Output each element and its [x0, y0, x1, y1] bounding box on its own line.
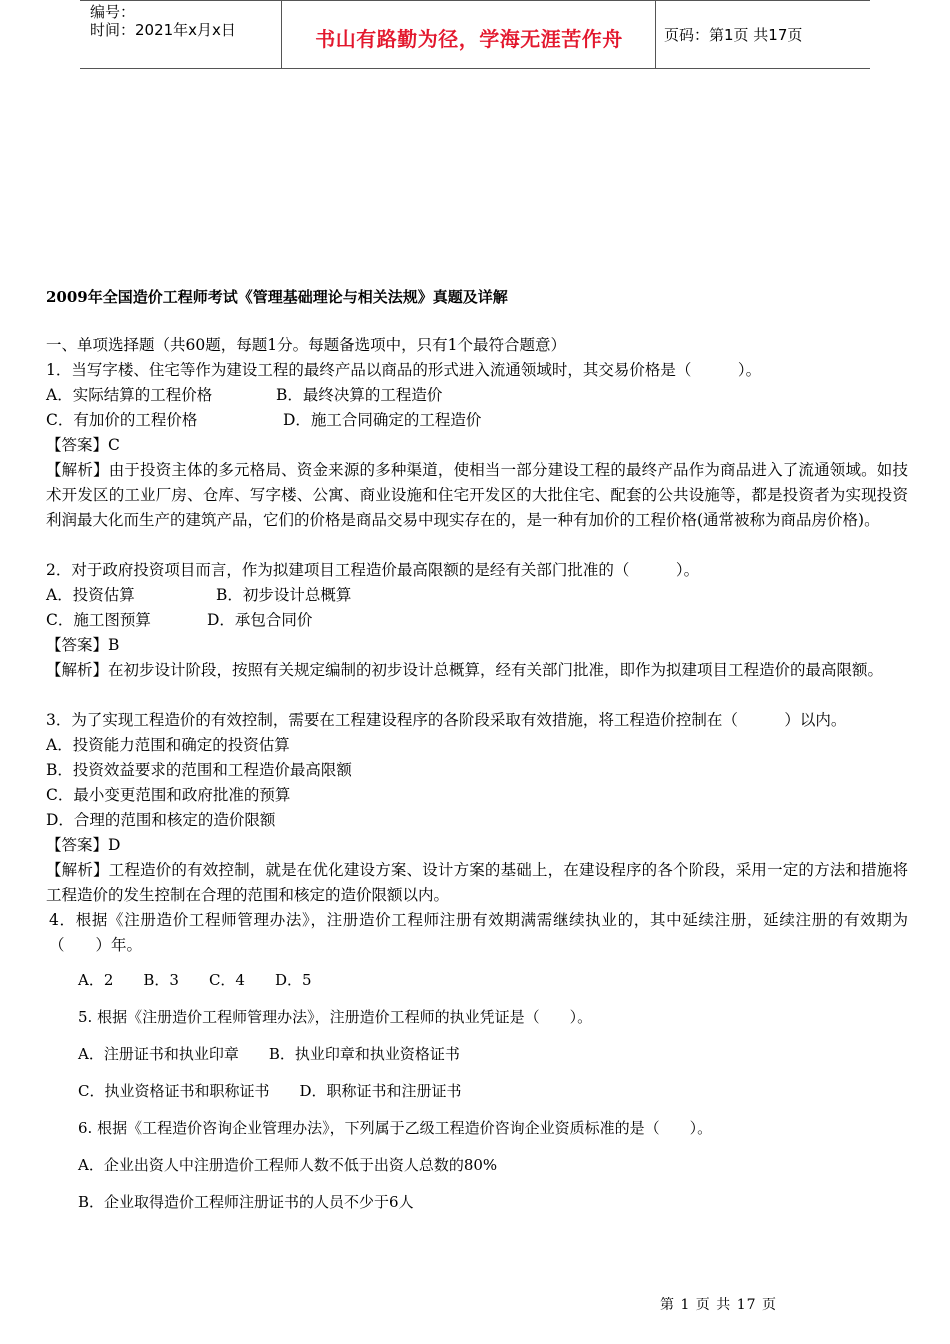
q1-answer: 【答案】C [46, 436, 120, 454]
q5-options-ab: A．注册证书和执业印章 B．执业印章和执业资格证书 [78, 1045, 460, 1063]
q6-option-b: B．企业取得造价工程师注册证书的人员不少于6人 [78, 1193, 414, 1211]
q1-options-cd [46, 408, 908, 433]
q4-options: A．2 B．3 C．4 D．5 [78, 971, 312, 989]
q3-stem: 3．为了实现工程造价的有效控制，需要在工程建设程序的各阶段采取有效措施，将工程造价控制在（ ）以内。 [46, 711, 847, 729]
document-body [46, 333, 908, 1221]
q2-analysis: 【解析】在初步设计阶段，按照有关规定编制的初步设计总概算，经有关部门批准，即作为拟建项目工程造价的最高限额。 [46, 661, 884, 679]
spacer [46, 683, 908, 708]
header-top-border [80, 0, 870, 1]
q5-options-cd: C．执业资格证书和职称证书 D．职称证书和注册证书 [78, 1082, 462, 1100]
q2-answer: 【答案】B [46, 636, 120, 654]
spacer [46, 533, 908, 558]
q3-option-c: C．最小变更范围和政府批准的预算 [46, 786, 291, 804]
header-time-label: 时间：2021年x月x日 [90, 21, 236, 39]
q2-options-ab [46, 583, 908, 608]
section-heading: 一、单项选择题（共60题，每题1分。每题备选项中，只有1个最符合题意） [46, 336, 566, 354]
q4-options-block [46, 962, 908, 1221]
header-motto: 书山有路勤为径，学海无涯苦作舟 [315, 27, 623, 51]
q3-option-a: A．投资能力范围和确定的投资估算 [46, 736, 290, 754]
q3-analysis: 【解析】工程造价的有效控制，就是在优化建设方案、设计方案的基础上，在建设程序的各个阶段，采用一定的方法和措施将工程造价的发生控制在合理的范围和核定的造价限额以内。 [46, 861, 908, 904]
q1-option-b: B．最终决算的工程造价 [276, 386, 443, 404]
q5-stem: 5. 根据《注册造价工程师管理办法》，注册造价工程师的执业凭证是（ ）。 [78, 1008, 593, 1026]
header-divider-right [655, 0, 656, 68]
q3-option-d: D．合理的范围和核定的造价限额 [46, 811, 276, 829]
header-serial-label: 编号： [90, 3, 136, 21]
q1-option-a: A．实际结算的工程价格 [46, 386, 213, 404]
q3-answer: 【答案】D [46, 836, 121, 854]
q1-option-c: C．有加价的工程价格 [46, 411, 198, 429]
q2-option-a: A．投资估算 [46, 586, 135, 604]
q2-stem: 2．对于政府投资项目而言，作为拟建项目工程造价最高限额的是经有关部门批准的（ ）。 [46, 561, 700, 579]
document-title: 2009年全国造价工程师考试《管理基础理论与相关法规》真题及详解 [46, 288, 508, 306]
q1-option-d: D．施工合同确定的工程造价 [283, 411, 482, 429]
page-footer: 第 1 页 共 17 页 [660, 1297, 777, 1313]
q1-analysis: 【解析】由于投资主体的多元格局、资金来源的多种渠道，使相当一部分建设工程的最终产品作为商品进入了流通领域。如技术开发区的工业厂房、仓库、写字楼、公寓、商业设施和住宅开发区的大批住宅、配套的公共设施等，都是投资者为实现投资利润最大化而生产的建筑产品，它们的价格是商品交易中现实存在的，是一种有加价的工程价格(通常被称为商品房价格)。 [46, 461, 908, 529]
q2-option-c: C．施工图预算 [46, 611, 151, 629]
q4-stem: 4．根据《注册造价工程师管理办法》，注册造价工程师注册有效期满需继续执业的，其中延续注册，延续注册的有效期为（ ）年。 [49, 911, 908, 954]
q6-stem: 6. 根据《工程造价咨询企业管理办法》，下列属于乙级工程造价咨询企业资质标准的是（ ）。 [78, 1119, 713, 1137]
q1-options-ab [46, 383, 908, 408]
q2-options-cd [46, 608, 908, 633]
header-divider-left [281, 0, 282, 68]
q2-option-d: D．承包合同价 [207, 611, 313, 629]
q1-stem: 1．当写字楼、住宅等作为建设工程的最终产品以商品的形式进入流通领域时，其交易价格是（ ）。 [46, 361, 762, 379]
header-page-info: 页码：第1页 共17页 [664, 26, 803, 44]
q2-option-b: B．初步设计总概算 [216, 586, 352, 604]
q6-option-a: A．企业出资人中注册造价工程师人数不低于出资人总数的80% [78, 1156, 498, 1174]
header-bottom-border [80, 68, 870, 69]
q3-option-b: B．投资效益要求的范围和工程造价最高限额 [46, 761, 352, 779]
